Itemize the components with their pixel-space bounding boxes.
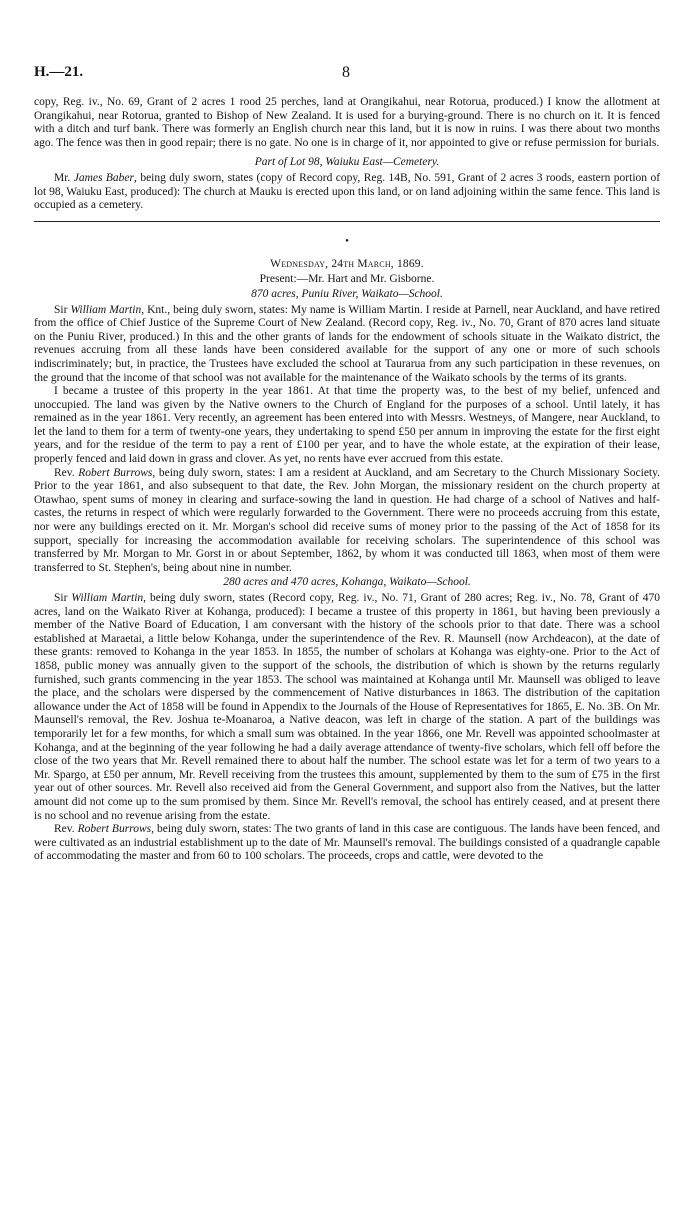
text-run: Mr. [54,171,74,184]
text-run: , being duly sworn, states: I am a resident at Auckland, and am Secretary to the Church Missionary Society. Prior to the year 1861, and also subsequent to that date, the Rev. John Morgan, the missionary resident on the church property at Otawhao, spent sums of money in clearing and surface-sowing the land in question. He had charge of a school of Natives and half-castes, the returns in respect of which were regularly forwarded to the Government. There were no proceeds accruing from this estate, nor were any buildings erected on it. Mr. Morgan's school did receive sums of money prior to the passing of the Act of 1858 for its support, specially for increasing the accommodation available for receiving scholars. The superintendence of this school was transferred by Mr. Morgan to Mr. Gorst in or about September, 1862, by whom it was conducted till 1863, when most of them were transferred to St. Stephen's, being about nine in number. [34,466,660,574]
witness-name: William Martin [71,592,144,604]
sitting-date: Wednesday, 24th March, 1869. [270,257,424,270]
document-body [34,96,660,864]
text-run: , Knt., being duly sworn, states: My name is William Martin. I reside at Parnell, near Auckland, and have retired from the office of Chief Justice of the Supreme Court of New Zealand. (Record copy, Reg. iv., No. 70, Grant of 870 acres land situate on the Puniu River, produced.) In this and the other grants of lands for the endowment of schools situate in the Waikato district, the revenues accruing from all these lands have been considered available for the support of any one or more of such schools indiscriminately; but, in practice, the Trustees have excluded the school at Taurarua from any such participation in these revenues, on the ground that the income of that school was not available for the maintenance of the Waikato schools by the terms of its grants. [34,303,661,384]
section-dot: ● [345,237,349,244]
paragraph: copy, Reg. iv., No. 69, Grant of 2 acres 1 rood 25 perches, land at Orangikahui, near Rotorua, produced.) I know the allotment at Orangikahui, near Rotorua, granted to Bishop of New Zealand. It is used for a burying-ground. There is no church on it. It is fenced with a ditch and turf bank. There was formerly an English church near this land, but it is now in ruins. I was there about two months ago. The fence was then in good repair; there is no gate. No one is in charge of it, nor appointed to give or refuse permission for burials. [34,96,660,149]
text-run: Sir [54,592,72,604]
present-line: Present:—Mr. Hart and Mr. Gisborne. [259,273,435,286]
paragraph [34,304,660,386]
paragraph [34,592,660,823]
witness-name: James Baber [73,171,135,184]
text-run: , being duly sworn, states (Record copy, Reg. iv., No. 71, Grant of 280 acres; Reg. iv., No. 78, Grant of 470 acres, land on the Waikato River at Kohanga, produced): I became a trustee of this property in 1861, but having been previously a member of the Native Board of Education, I am conversant with the history of the schools prior to that date. There was a school established at Maraetai, a little below Kohanga, under the superintendence of the Rev. R. Maunsell (now Archdeacon), at the date of these grants: removed to Kohanga in the year 1853. In 1855, the number of scholars at Kohanga was eighty-one. Prior to the Act of 1858, public money was annually given to the support of the schools, the distribution of which is shown by the returns regularly furnished, such grants commencing in the year 1853. The school was maintained at Kohanga until Mr. Maunsell was obliged to leave the place, and the scholars were dispersed by the commencement of Native disturbances in 1863. The distribution of the capitation allowance under the Act of 1858 will be found in Appendix to the Journals of the House of Representatives for 1865, E. No. 3B. On Mr. Maunsell's removal, the Rev. Joshua te-Moanaroa, a Native deacon, was left in charge of the station. A part of the buildings was temporarily let for a few months, for which a small sum was obtained. In the year 1866, one Mr. Revell was appointed schoolmaster at Kohanga, and at the beginning of the year following he had a daily average attendance of twenty-five scholars, which fell off before the close of the two years that Mr. Revell remained there to about half the number. The school estate was let for a term of two years to a Mr. Spargo, at £50 per annum, Mr. Revell receiving from the trustees this amount, supplemented by them to the sum of £75 in the first year out of other sources. Mr. Revell also received aid from the General Government, and support also from the Natives, but the latter amount did not come up to the sum promised by them. Since Mr. Revell's removal, the school has entirely ceased, and at present there is no school and no revenue arising from the estate. [34,592,660,822]
paragraph: I became a trustee of this property in the year 1861. At that time the property was, to the best of my belief, unfenced and unoccupied. The land was given by the Native owners to the Church of England for the purposes of a school. Until lately, it has remained as in the year 1861. Very recently, an agreement has been entered into with Messrs. Westneys, of Mangere, near Auckland, to let the land to them for a term of twenty-one years, they undertaking to spend £50 per annum in improving the estate for the first eight years, and for the residue of the term to pay a rent of £100 per year, and to have the whole estate, at the expiration of their lease, properly fenced and laid down in grass and clover. As yet, no rents have ever accrued from this estate. [34,385,660,466]
paragraph [34,467,660,576]
witness-name: William Martin [70,303,142,316]
document-reference: H.—21. [34,64,84,80]
section-divider [34,221,660,222]
page-header [34,64,660,86]
section-heading: Part of Lot 98, Waiuku East—Cemetery. [254,156,440,169]
text-run: , being duly sworn, states: The two grants of land in this case are contiguous. The lands have been fenced, and were cultivated as an industrial establishment up to the date of Mr. Maunsell's removal. The buildings consisted of a quadrangle capable of accommodating the master and from 60 to 100 scholars. The proceeds, crops and cattle, were devoted to the [34,823,661,863]
section-heading: 280 acres and 470 acres, Kohanga, Waikato—School. [223,576,471,589]
page-number: 8 [342,64,350,81]
text-run: Rev. [54,466,79,479]
paragraph [34,823,660,864]
text-run: , being duly sworn, states (copy of Record copy, Reg. 14B, No. 591, Grant of 2 acres 3 roods, eastern portion of lot 98, Waiuku East, produced): The church at Mauku is erected upon this land, or on land adjoining within the same fence. This land is occupied as a cemetery. [34,171,661,212]
text-run: Rev. [54,823,78,836]
text-run: Sir [54,303,71,316]
paragraph [34,172,660,213]
witness-name: Robert Burrows [77,823,152,836]
section-heading: 870 acres, Puniu River, Waikato—School. [251,287,443,300]
witness-name: Robert Burrows [78,466,153,479]
